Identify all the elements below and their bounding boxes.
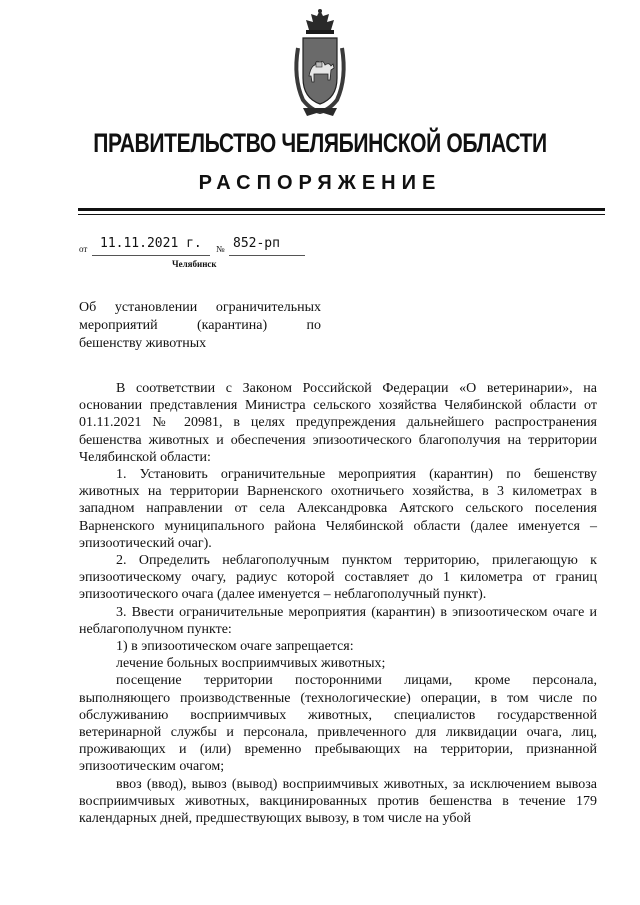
document-type-title: РАСПОРЯЖЕНИЕ: [198, 172, 442, 194]
document-date: 11.11.2021 г.: [100, 236, 202, 251]
document-body: [79, 380, 597, 827]
body-paragraph: 1. Установить ограничительные мероприятия (карантин) по бешенству животных на территории Варненского охотничьего хозяйства, в 3 километрах в западном направлении от села Александровка Аятского сельского поселения Варненского муниципального района Челябинской области (далее именуется – эпизоотический очаг).: [79, 467, 597, 551]
number-prefix: №: [216, 244, 225, 254]
body-paragraph: лечение больных восприимчивых животных;: [116, 656, 386, 672]
date-underline: [92, 255, 210, 256]
number-underline: [229, 255, 305, 256]
city-label: Челябинск: [172, 259, 217, 269]
document-subject: [79, 299, 321, 353]
body-paragraph: 1) в эпизоотическом очаге запрещается:: [116, 639, 354, 655]
chelyabinsk-coat-of-arms-emblem: [289, 8, 351, 118]
document-number: 852-рп: [233, 236, 280, 251]
body-paragraph: посещение территории посторонними лицами, кроме персонала, выполняющего производственные (технологические) операции, в том числе по обслуживанию восприимчивых животных, специалистов государственной ветеринарной службы и персонала, привлеченного для ликвидации очага, лиц, проживающих и (или) временно пребывающих на территории, признанной эпизоотическим очагом;: [79, 673, 597, 775]
government-title: ПРАВИТЕЛЬСТВО ЧЕЛЯБИНСКОЙ ОБЛАСТИ: [93, 128, 547, 158]
subject-line: мероприятий (карантина) по: [79, 318, 321, 333]
date-prefix: от: [79, 244, 88, 254]
header-divider-thin: [78, 214, 605, 215]
subject-line: бешенству животных: [79, 336, 207, 351]
body-paragraph: ввоз (ввод), вывоз (вывод) восприимчивых животных, за исключением вывоза восприимчивых животных, вакцинированных против бешенства в течение 179 календарных дней, предшествующих вывозу, в том числе на убой: [79, 776, 597, 827]
body-paragraph: 2. Определить неблагополучным пунктом территорию, прилегающую к эпизоотическому очагу, радиус которой составляет до 1 километра от границ эпизоотического очага (далее именуется – неблагополучный пункт).: [79, 553, 597, 603]
subject-line: Об установлении ограничительных: [79, 300, 321, 315]
body-paragraph: В соответствии с Законом Российской Федерации «О ветеринарии», на основании представления Министра сельского хозяйства Челябинской области от 01.11.2021 № 20981, в целях предупреждения дальнейшего распространения бешенства животных и обеспечения эпизоотического благополучия на территории Челябинской области:: [79, 381, 597, 465]
header-divider-thick: [78, 208, 605, 211]
body-paragraph: 3. Ввести ограничительные мероприятия (карантин) в эпизоотическом очаге и неблагополучном пункте:: [79, 604, 597, 637]
